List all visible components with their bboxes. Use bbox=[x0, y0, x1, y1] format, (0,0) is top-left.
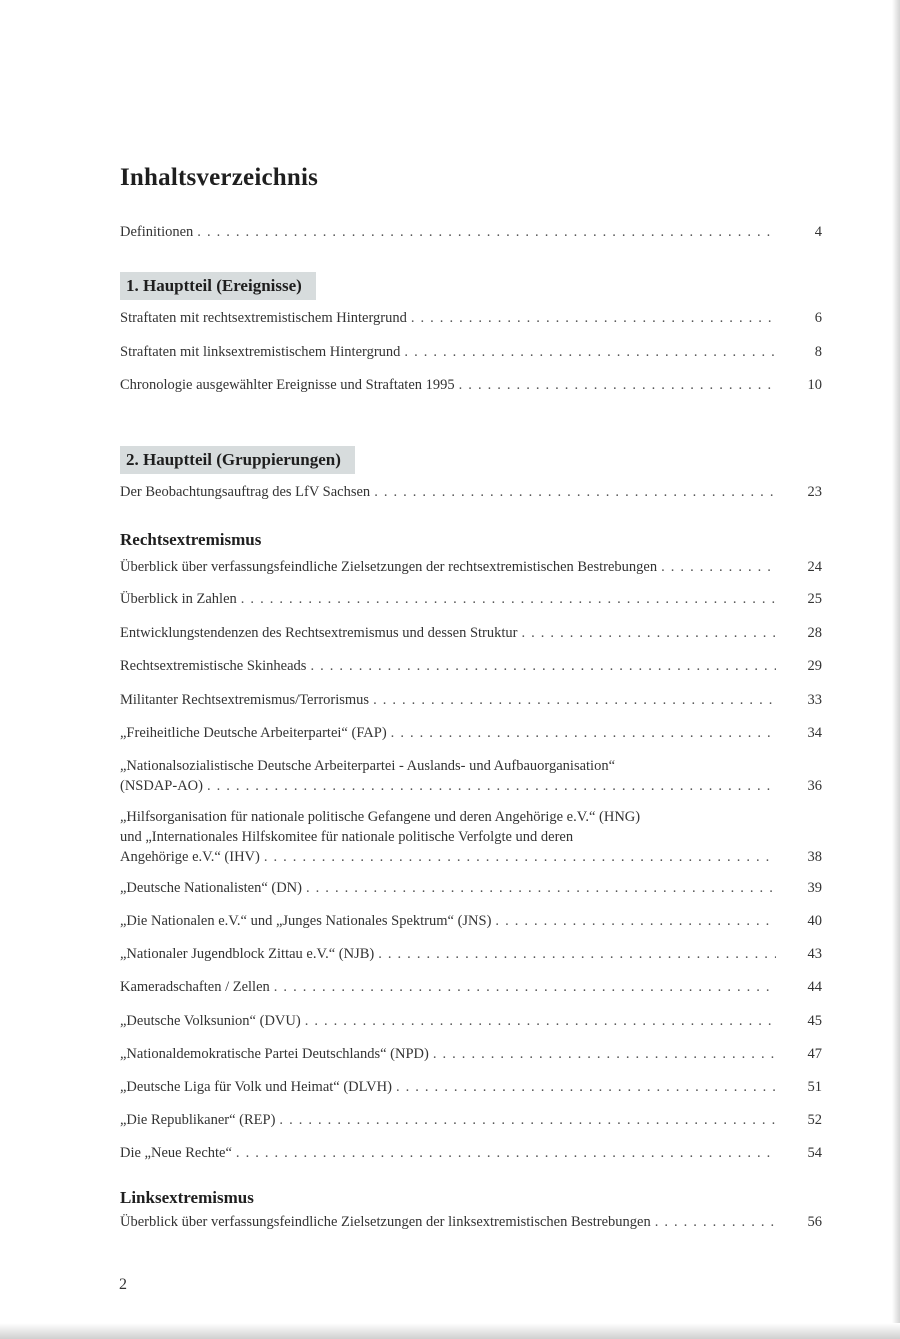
entry-text: „Deutsche Volksunion“ (DVU) bbox=[120, 1013, 301, 1029]
dot-leader bbox=[274, 977, 776, 997]
toc-entry[interactable] bbox=[120, 1077, 822, 1097]
page-number: 54 bbox=[807, 1145, 822, 1161]
dot-leader bbox=[374, 482, 776, 502]
toc-entry[interactable] bbox=[120, 656, 822, 676]
entry-text: „Die Nationalen e.V.“ und „Junges Nationales Spektrum“ (JNS) bbox=[120, 913, 492, 929]
page-number: 56 bbox=[807, 1214, 822, 1230]
dot-leader bbox=[411, 308, 776, 328]
entry-text: „Deutsche Nationalisten“ (DN) bbox=[120, 880, 302, 896]
page-number: 4 bbox=[814, 224, 822, 240]
toc-entry[interactable] bbox=[120, 342, 822, 362]
entry-text: Überblick über verfassungsfeindliche Zielsetzungen der rechtsextremistischen Bestrebungen bbox=[120, 559, 658, 575]
page-number: 44 bbox=[807, 979, 822, 995]
dot-leader bbox=[396, 1077, 776, 1097]
page-number: 36 bbox=[807, 778, 822, 794]
section-heading-linksextremismus: Linksextremismus bbox=[120, 1188, 254, 1207]
page-number: 39 bbox=[807, 880, 822, 896]
dot-leader bbox=[306, 878, 776, 898]
dot-leader bbox=[459, 375, 776, 395]
dot-leader bbox=[236, 1143, 776, 1163]
entry-text: „Nationaler Jugendblock Zittau e.V.“ (NJB) bbox=[120, 946, 375, 962]
page-folio: 2 bbox=[119, 1276, 127, 1293]
page-number: 43 bbox=[807, 946, 822, 962]
entry-text: Definitionen bbox=[120, 224, 194, 240]
dot-leader bbox=[241, 589, 776, 609]
dot-leader bbox=[433, 1044, 776, 1064]
entry-text-line: „Hilfsorganisation für nationale politische Gefangene und deren Angehörige e.V.“ (HNG) bbox=[120, 809, 641, 825]
dot-leader bbox=[378, 944, 776, 964]
entry-text: Kameradschaften / Zellen bbox=[120, 979, 270, 995]
page-number: 40 bbox=[807, 913, 822, 929]
entry-text: Die „Neue Rechte“ bbox=[120, 1145, 232, 1161]
part1-heading: 1. Hauptteil (Ereignisse) bbox=[120, 272, 316, 300]
entry-text-line: und „Internationales Hilfskomitee für nationale politische Verfolgte und deren bbox=[120, 829, 574, 845]
dot-leader bbox=[404, 342, 776, 362]
part2-heading: 2. Hauptteil (Gruppierungen) bbox=[120, 446, 355, 474]
toc-entry[interactable] bbox=[120, 690, 822, 710]
page-number: 28 bbox=[807, 625, 822, 641]
toc-entry[interactable] bbox=[120, 723, 822, 743]
page-number: 47 bbox=[807, 1046, 822, 1062]
toc-entry[interactable] bbox=[120, 375, 822, 395]
dot-leader bbox=[305, 1011, 776, 1031]
entry-text: „Deutsche Liga für Volk und Heimat“ (DLVH) bbox=[120, 1079, 392, 1095]
toc-entry[interactable] bbox=[120, 589, 822, 609]
entry-text: „Freiheitliche Deutsche Arbeiterpartei“ (FAP) bbox=[120, 725, 387, 741]
entry-text: Straftaten mit rechtsextremistischem Hintergrund bbox=[120, 310, 407, 326]
page-number: 24 bbox=[807, 559, 822, 575]
dot-leader bbox=[310, 656, 776, 676]
dot-leader bbox=[521, 623, 776, 643]
dot-leader bbox=[264, 847, 776, 867]
entry-text-line: „Nationalsozialistische Deutsche Arbeiterpartei - Auslands- und Aufbauorganisation“ bbox=[120, 758, 616, 774]
dot-leader bbox=[373, 690, 776, 710]
page-number: 8 bbox=[814, 344, 822, 360]
section-heading-rechtsextremismus: Rechtsextremismus bbox=[120, 530, 262, 549]
page-number: 52 bbox=[807, 1112, 822, 1128]
dot-leader bbox=[661, 557, 776, 577]
toc-entry[interactable] bbox=[120, 482, 822, 502]
page-bottom-shadow bbox=[0, 1323, 900, 1339]
toc-entry[interactable] bbox=[120, 1011, 822, 1031]
entry-text: Rechtsextremistische Skinheads bbox=[120, 658, 307, 674]
page-title: Inhaltsverzeichnis bbox=[120, 164, 319, 191]
entry-text: Der Beobachtungsauftrag des LfV Sachsen bbox=[120, 484, 371, 500]
toc-entry[interactable] bbox=[120, 308, 822, 328]
entry-text: Entwicklungstendenzen des Rechtsextremismus und dessen Struktur bbox=[120, 625, 518, 641]
page-number: 33 bbox=[807, 692, 822, 708]
dot-leader bbox=[391, 723, 776, 743]
entry-text: Überblick über verfassungsfeindliche Zielsetzungen der linksextremistischen Bestrebungen bbox=[120, 1214, 651, 1230]
entry-text: Chronologie ausgewählter Ereignisse und Straftaten 1995 bbox=[120, 377, 455, 393]
entry-text: Straftaten mit linksextremistischem Hintergrund bbox=[120, 344, 401, 360]
toc-entry[interactable] bbox=[120, 807, 822, 867]
dot-leader bbox=[279, 1110, 776, 1130]
dot-leader bbox=[655, 1212, 776, 1232]
toc-entry[interactable] bbox=[120, 911, 822, 931]
toc-entry[interactable] bbox=[120, 623, 822, 643]
entry-text: Angehörige e.V.“ (IHV) bbox=[120, 849, 260, 865]
toc-entry[interactable] bbox=[120, 557, 822, 577]
entry-text: Militanter Rechtsextremismus/Terrorismus bbox=[120, 692, 370, 708]
page-number: 34 bbox=[807, 725, 822, 741]
toc-entry[interactable] bbox=[120, 1143, 822, 1163]
toc-entry[interactable] bbox=[120, 756, 822, 796]
page-number: 51 bbox=[807, 1079, 822, 1095]
toc-entry[interactable] bbox=[120, 977, 822, 997]
toc-entry[interactable] bbox=[120, 1212, 822, 1232]
toc-entry[interactable] bbox=[120, 944, 822, 964]
page-number: 38 bbox=[807, 849, 822, 865]
dot-leader bbox=[207, 776, 776, 796]
entry-text: „Die Republikaner“ (REP) bbox=[120, 1112, 276, 1128]
page-number: 6 bbox=[814, 310, 822, 326]
page-number: 45 bbox=[807, 1013, 822, 1029]
dot-leader bbox=[197, 222, 776, 242]
toc-entry[interactable] bbox=[120, 1044, 822, 1064]
toc-entry[interactable] bbox=[120, 1110, 822, 1130]
page-edge-shadow bbox=[892, 0, 900, 1339]
page-number: 10 bbox=[807, 377, 822, 393]
entry-text: (NSDAP-AO) bbox=[120, 778, 203, 794]
dot-leader bbox=[495, 911, 776, 931]
toc-entry[interactable] bbox=[120, 878, 822, 898]
page-number: 23 bbox=[807, 484, 822, 500]
toc-entry-definitionen[interactable] bbox=[120, 222, 822, 242]
page-number: 29 bbox=[807, 658, 822, 674]
page-number: 25 bbox=[807, 591, 822, 607]
entry-text: Überblick in Zahlen bbox=[120, 591, 237, 607]
entry-text: „Nationaldemokratische Partei Deutschlands“ (NPD) bbox=[120, 1046, 429, 1062]
